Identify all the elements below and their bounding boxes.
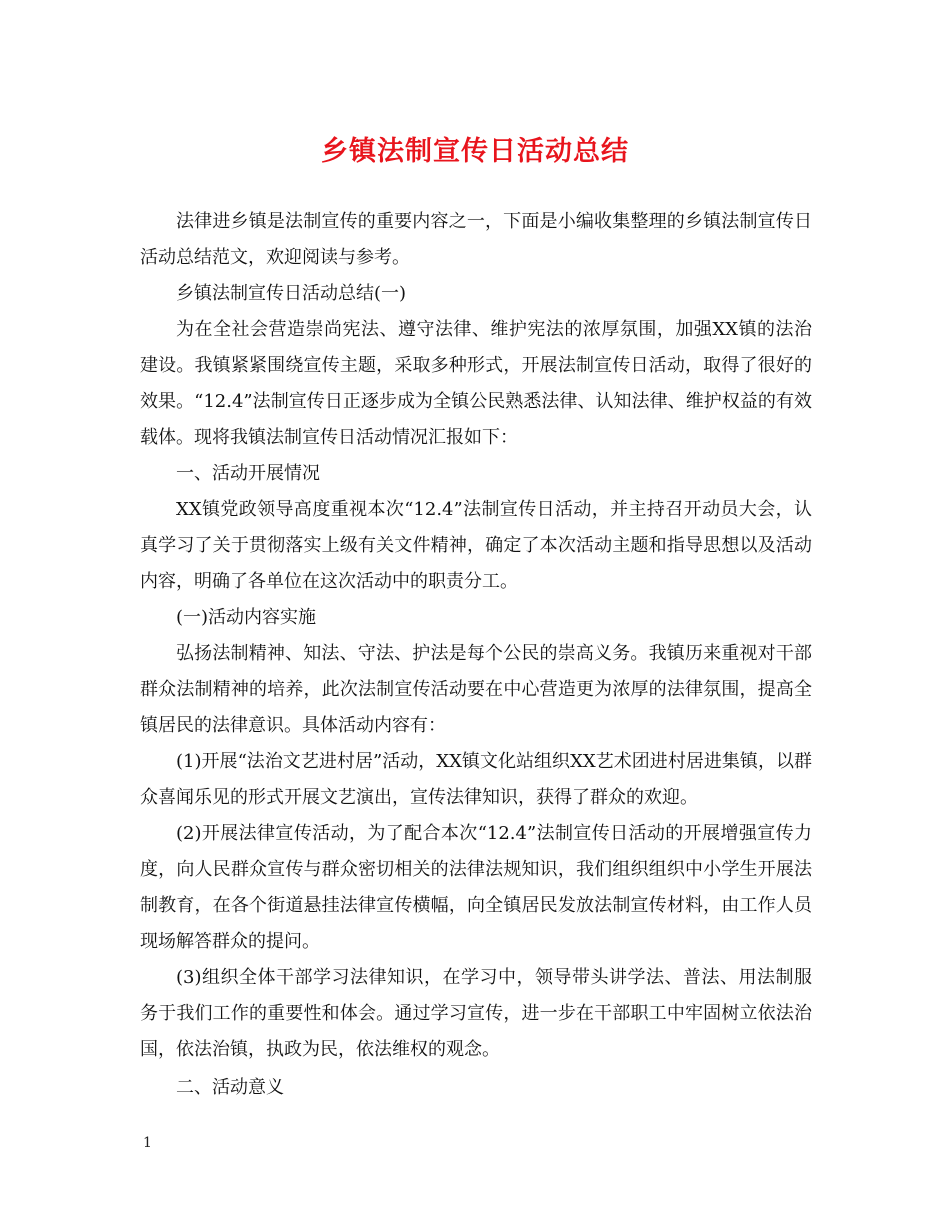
paragraph-background: 为在全社会营造崇尚宪法、遵守法律、维护宪法的浓厚氛围，加强XX镇的法治建设。我镇紧紧围绕宣传主题，采取多种形式，开展法制宣传日活动，取得了很好的效果。“12.4”法制宣传日正逐步成为全镇公民熟悉法律、认知法律、维护权益的有效载体。现将我镇法制宣传日活动情况汇报如下： <box>140 319 812 448</box>
list-item-2: (2)开展法律宣传活动，为了配合本次“12.4”法制宣传日活动的开展增强宣传力度，向人民群众宣传与群众密切相关的法律法规知识，我们组织组织中小学生开展法制教育，在各个街道悬挂法律宣传横幅，向全镇居民发放法制宣传材料，由工作人员现场解答群众的提问。 <box>140 823 812 952</box>
paragraph-leadership: XX镇党政领导高度重视本次“12.4”法制宣传日活动，并主持召开动员大会，认真学习了关于贯彻落实上级有关文件精神，确定了本次活动主题和指导思想以及活动内容，明确了各单位在这次活动中的职责分工。 <box>140 499 812 592</box>
paragraph-legal-spirit: 弘扬法制精神、知法、守法、护法是每个公民的崇高义务。我镇历来重视对干部群众法制精神的培养，此次法制宣传活动要在中心营造更为浓厚的法律氛围，提高全镇居民的法律意识。具体活动内容有： <box>140 643 812 736</box>
subsection-heading-implementation: (一)活动内容实施 <box>176 607 317 628</box>
paragraph-intro: 法律进乡镇是法制宣传的重要内容之一，下面是小编收集整理的乡镇法制宣传日活动总结范文，欢迎阅读与参考。 <box>140 211 812 268</box>
list-item-3: (3)组织全体干部学习法律知识，在学习中，领导带头讲学法、普法、用法制服务于我们工作的重要性和体会。通过学习宣传，进一步在干部职工中牢固树立依法治国，依法治镇，执政为民，依法维权的观念。 <box>140 967 812 1060</box>
section-heading-summary-one: 乡镇法制宣传日活动总结(一) <box>176 283 407 304</box>
document-title: 乡镇法制宣传日活动总结 <box>321 136 629 167</box>
page-number: 1 <box>143 1135 152 1151</box>
section-heading-activity-status: 一、活动开展情况 <box>176 463 320 484</box>
document-body <box>140 204 812 1106</box>
list-item-1: (1)开展“法治文艺进村居”活动，XX镇文化站组织XX艺术团进村居进集镇，以群众喜闻乐见的形式开展文艺演出，宣传法律知识，获得了群众的欢迎。 <box>140 751 812 808</box>
section-heading-significance: 二、活动意义 <box>176 1077 284 1098</box>
